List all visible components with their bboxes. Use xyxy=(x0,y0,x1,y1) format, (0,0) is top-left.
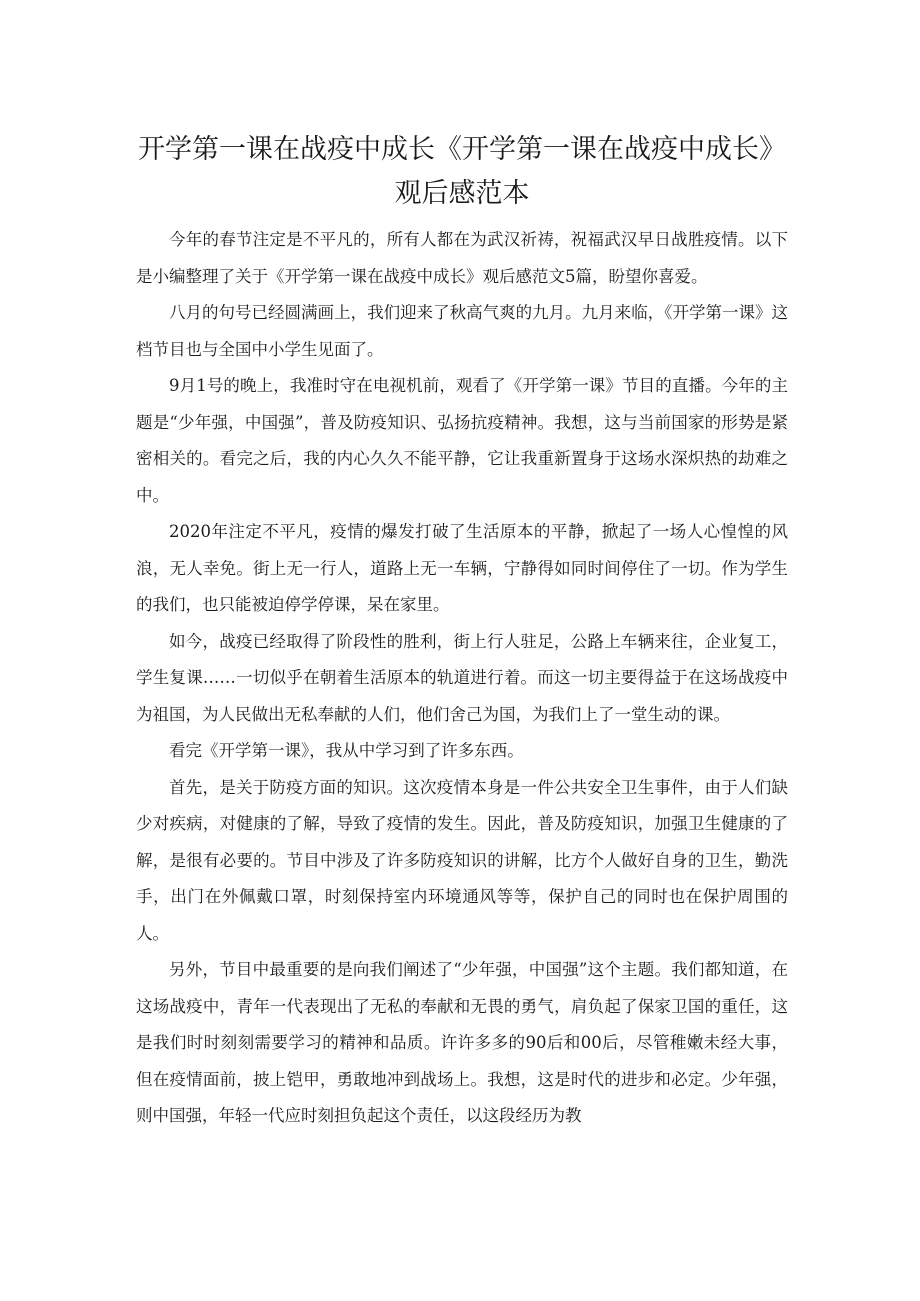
paragraph: 八月的句号已经圆满画上，我们迎来了秋高气爽的九月。九月来临，《开学第一课》这档节目也与全国中小学生见面了。 xyxy=(136,303,788,359)
paragraph: 看完《开学第一课》，我从中学习到了许多东西。 xyxy=(169,741,524,760)
document-title: 开学第一课在战疫中成长《开学第一课在战疫中成长》观后感范本 xyxy=(138,134,786,209)
paragraph: 9月1号的晚上，我准时守在电视机前，观看了《开学第一课》节目的直播。今年的主题是“少年强，中国强”，普及防疫知识、弘扬抗疫精神。我想，这与当前国家的形势是紧密相关的。看完之后，我的内心久久不能平静，它让我重新置身于这场水深炽热的劫难之中。 xyxy=(136,376,788,505)
paragraph: 2020年注定不平凡，疫情的爆发打破了生活原本的平静，掀起了一场人心惶惶的风浪，无人幸免。街上无一行人，道路上无一车辆，宁静得如同时间停住了一切。作为学生的我们，也只能被迫停学停课，呆在家里。 xyxy=(136,522,788,614)
paragraph: 另外，节目中最重要的是向我们阐述了“少年强，中国强”这个主题。我们都知道，在这场战疫中，青年一代表现出了无私的奉献和无畏的勇气，肩负起了保家卫国的重任，这是我们时时刻刻需要学习的精神和品质。许许多多的90后和00后，尽管稚嫩未经大事，但在疫情面前，披上铠甲，勇敢地冲到战场上。我想，这是时代的进步和必定。少年强，则中国强，年轻一代应时刻担负起这个责任，以这段经历为教 xyxy=(136,960,788,1125)
document-page xyxy=(136,128,788,1135)
paragraph: 今年的春节注定是不平凡的，所有人都在为武汉祈祷，祝福武汉早日战胜疫情。以下是小编整理了关于《开学第一课在战疫中成长》观后感范文5篇，盼望你喜爱。 xyxy=(136,230,788,286)
paragraph: 如今，战疫已经取得了阶段性的胜利，街上行人驻足，公路上车辆来往，企业复工，学生复课……一切似乎在朝着生活原本的轨道进行着。而这一切主要得益于在这场战疫中为祖国，为人民做出无私奉献的人们，他们舍己为国，为我们上了一堂生动的课。 xyxy=(136,631,788,724)
paragraph: 首先，是关于防疫方面的知识。这次疫情本身是一件公共安全卫生事件，由于人们缺少对疾病，对健康的了解，导致了疫情的发生。因此，普及防疫知识，加强卫生健康的了解，是很有必要的。节目中涉及了许多防疫知识的讲解，比方个人做好自身的卫生，勤洗手，出门在外佩戴口罩，时刻保持室内环境通风等等，保护自己的同时也在保护周围的人。 xyxy=(136,777,788,943)
